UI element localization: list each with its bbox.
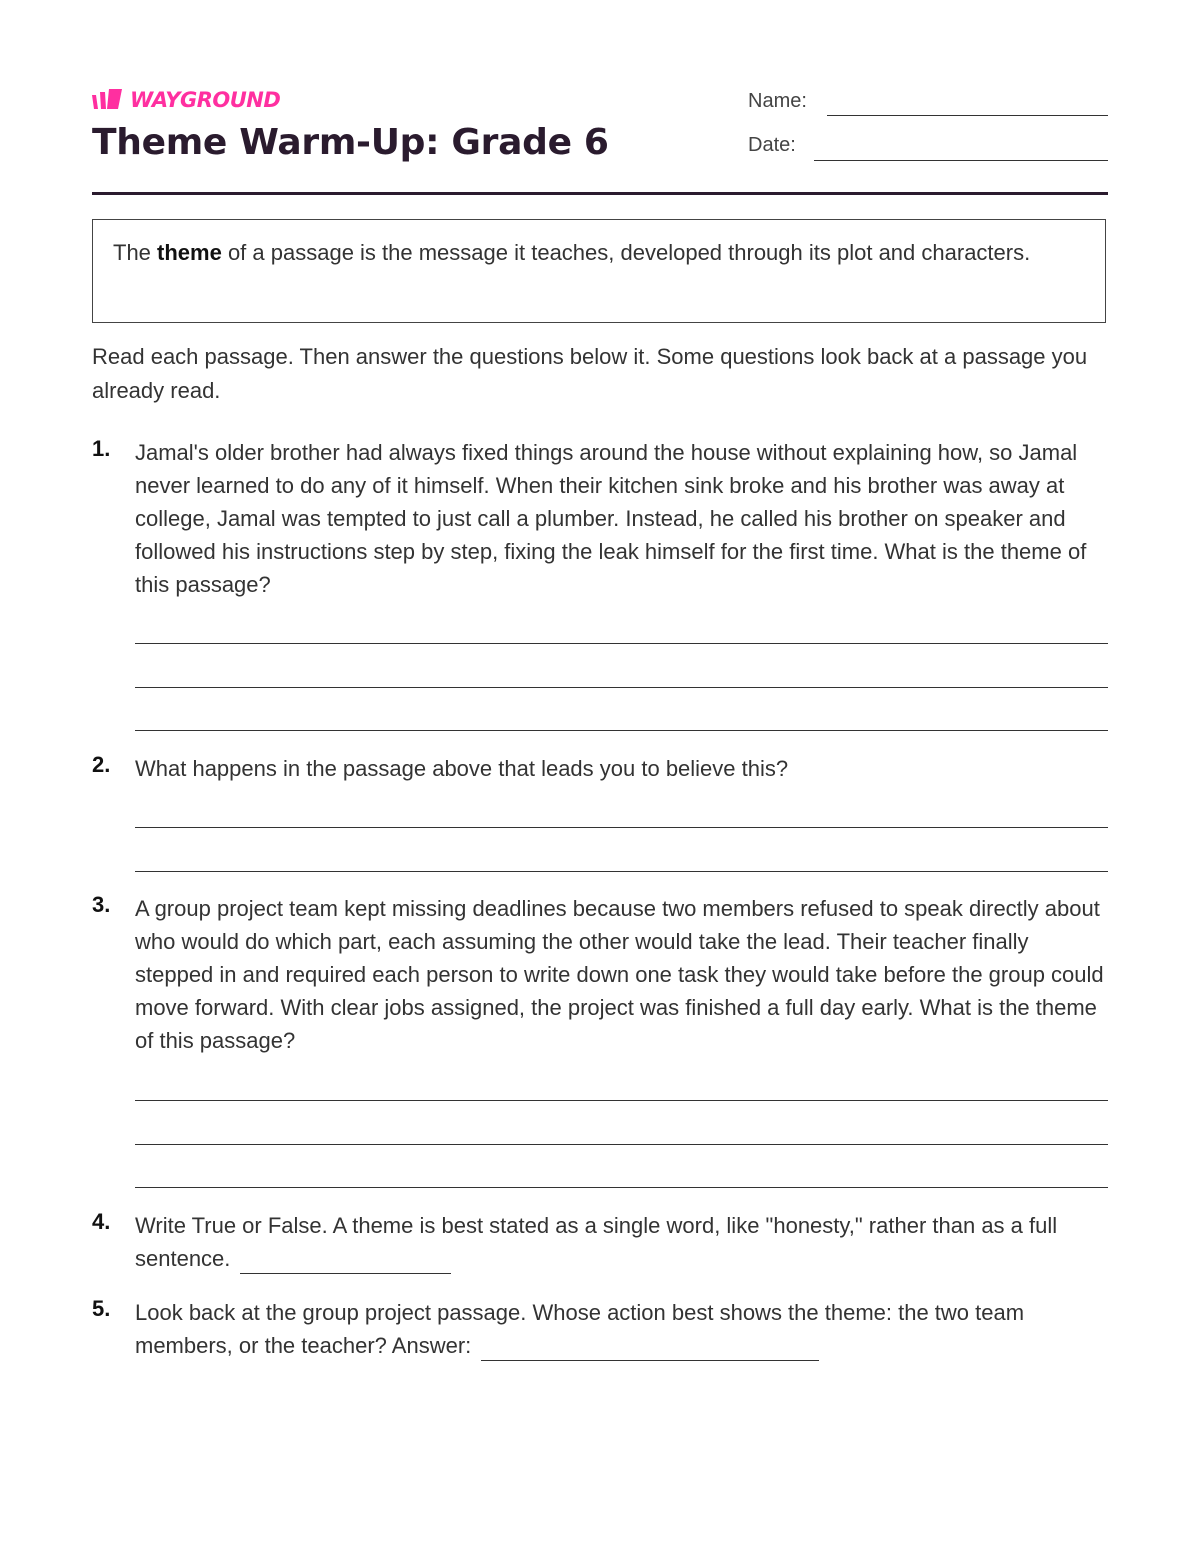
date-field[interactable] (814, 160, 1108, 161)
answer-line-2a[interactable] (135, 827, 1108, 828)
brand-name: WAYGROUND (130, 88, 281, 112)
question-4 (92, 1209, 1108, 1275)
definition-prefix: The (113, 240, 158, 265)
answer-line-3a[interactable] (135, 1100, 1108, 1101)
page-title: Theme Warm-Up: Grade 6 (92, 122, 609, 163)
name-field[interactable] (827, 115, 1108, 116)
header-divider (92, 192, 1108, 195)
definition-term: theme (157, 240, 222, 265)
answer-line-1a[interactable] (135, 643, 1108, 644)
question-5 (92, 1296, 1108, 1362)
definition-text: of a passage is the message it teaches, developed through its plot and characters. (221, 240, 1031, 265)
question-text: Look back at the group project passage. Whose action best shows the theme: the two team members, or the teacher? Answer: (135, 1300, 1025, 1358)
answer-line-3c[interactable] (135, 1187, 1108, 1188)
answer-line-1b[interactable] (135, 687, 1108, 688)
date-label: Date: (748, 134, 796, 156)
wayground-logo-icon (92, 89, 128, 111)
question-text: A group project team kept missing deadlines because two members refused to speak directly about who would do which part, each assuming the other would take the lead. Their teacher finally stepped in and required each person to write down one task they would take before the group could move forward. With clear jobs assigned, the project was finished a full day early. What is the theme of this passage? (135, 896, 1104, 1053)
name-label: Name: (748, 90, 807, 112)
brand-logo (92, 88, 280, 112)
answer-line-3b[interactable] (135, 1144, 1108, 1145)
question-number: 5. (92, 1296, 111, 1321)
question-number: 3. (92, 892, 111, 917)
answer-line-2b[interactable] (135, 871, 1108, 872)
answer-blank-4[interactable] (240, 1251, 451, 1274)
definition-box (92, 219, 1106, 323)
question-number: 1. (92, 436, 111, 461)
answer-line-1c[interactable] (135, 730, 1108, 731)
answer-blank-5[interactable] (481, 1338, 819, 1361)
question-2 (92, 752, 1108, 785)
question-text: Write True or False. A theme is best stated as a single word, like "honesty," rather than as a full sentence. (135, 1213, 1058, 1271)
question-text: Jamal's older brother had always fixed things around the house without explaining how, so Jamal never learned to do any of it himself. When their kitchen sink broke and his brother was away at college, Jamal was tempted to just call a plumber. Instead, he called his brother on speaker and followed his instructions step by step, fixing the leak himself for the first time. What is the theme of this passage? (135, 440, 1087, 597)
question-number: 4. (92, 1209, 111, 1234)
question-3 (92, 892, 1108, 1057)
question-number: 2. (92, 752, 111, 777)
question-1 (92, 436, 1108, 601)
question-text: What happens in the passage above that leads you to believe this? (135, 756, 789, 781)
instructions: Read each passage. Then answer the questions below it. Some questions look back at a passage you already read. (92, 344, 1088, 403)
